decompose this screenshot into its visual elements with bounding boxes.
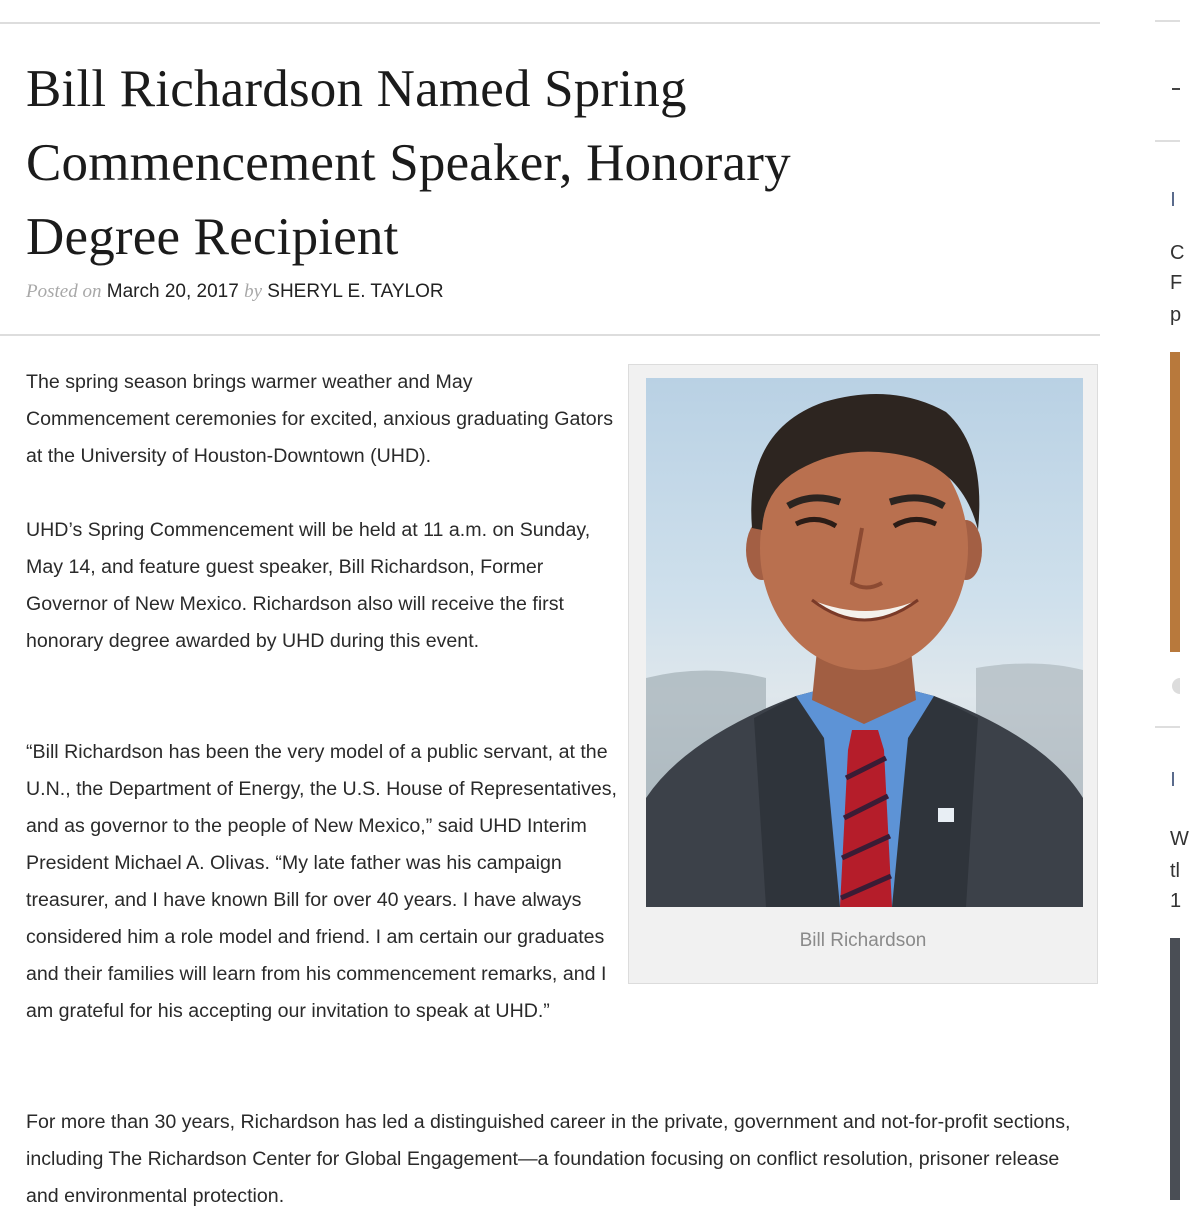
sidebar-text[interactable]: p: [1170, 304, 1182, 326]
sidebar-divider: [1155, 726, 1180, 728]
article-title: Bill Richardson Named Spring Commencement Speaker, Honorary Degree Recipient: [26, 60, 791, 266]
sidebar-thumbnail[interactable]: [1170, 352, 1180, 652]
posted-on-label: Posted on: [26, 281, 102, 302]
paragraph-2: UHD’s Spring Commencement will be held at 11 a.m. on Sunday, May 14, and feature guest speaker, Bill Richardson, Former Governor of New Mexico. Richardson also will receive the first honorary degree awarded by UHD during this event.: [26, 519, 591, 652]
sidebar-logo-icon: [1172, 772, 1182, 786]
sidebar-thumbnail[interactable]: [1170, 938, 1180, 1200]
sidebar-text[interactable]: 1: [1170, 890, 1182, 912]
sidebar-logo-icon: [1172, 192, 1182, 206]
paragraph-3: “Bill Richardson has been the very model of a public servant, at the U.N., the Department of Energy, the U.S. House of Representatives, and as governor to the people of New Mexico,” said UHD Interim President Michael A. Olivas. “My late father was his campaign treasurer, and I have known Bill for over 40 years. I have always considered him a role model and friend. I am certain our graduates and their families will learn from his commencement remarks, and I am grateful for his accepting our invitation to speak at UHD.”: [26, 741, 617, 1022]
sidebar-dot-icon: [1172, 678, 1180, 694]
sidebar-text[interactable]: W: [1170, 828, 1189, 850]
sidebar-divider: [1155, 140, 1180, 142]
paragraph-4: For more than 30 years, Richardson has led a distinguished career in the private, government and not-for-profit sections, including The Richardson Center for Global Engagement—a foundation focusing on conflict resolution, prisoner release and environmental protection.: [26, 1111, 1071, 1207]
portrait-illustration: [646, 378, 1083, 907]
top-divider: [0, 22, 1100, 24]
by-label: by: [244, 281, 262, 302]
author-link[interactable]: SHERYL E. TAYLOR: [267, 281, 444, 302]
photo-caption: Bill Richardson: [799, 930, 927, 951]
portrait-photo[interactable]: [646, 378, 1083, 907]
right-sidebar: [1100, 0, 1189, 1200]
post-meta: [26, 281, 444, 303]
sidebar-divider: [1155, 20, 1180, 22]
post-date[interactable]: March 20, 2017: [106, 281, 239, 302]
sidebar-text[interactable]: tl: [1170, 860, 1180, 882]
photo-figure: [628, 364, 1098, 984]
sidebar-menu-icon[interactable]: [1172, 88, 1180, 90]
meta-divider: [0, 334, 1100, 336]
sidebar-text[interactable]: C: [1170, 242, 1185, 264]
sidebar-text[interactable]: F: [1170, 272, 1183, 294]
paragraph-1: The spring season brings warmer weather and May Commencement ceremonies for excited, anxious graduating Gators at the University of Houston-Downtown (UHD).: [26, 371, 614, 467]
